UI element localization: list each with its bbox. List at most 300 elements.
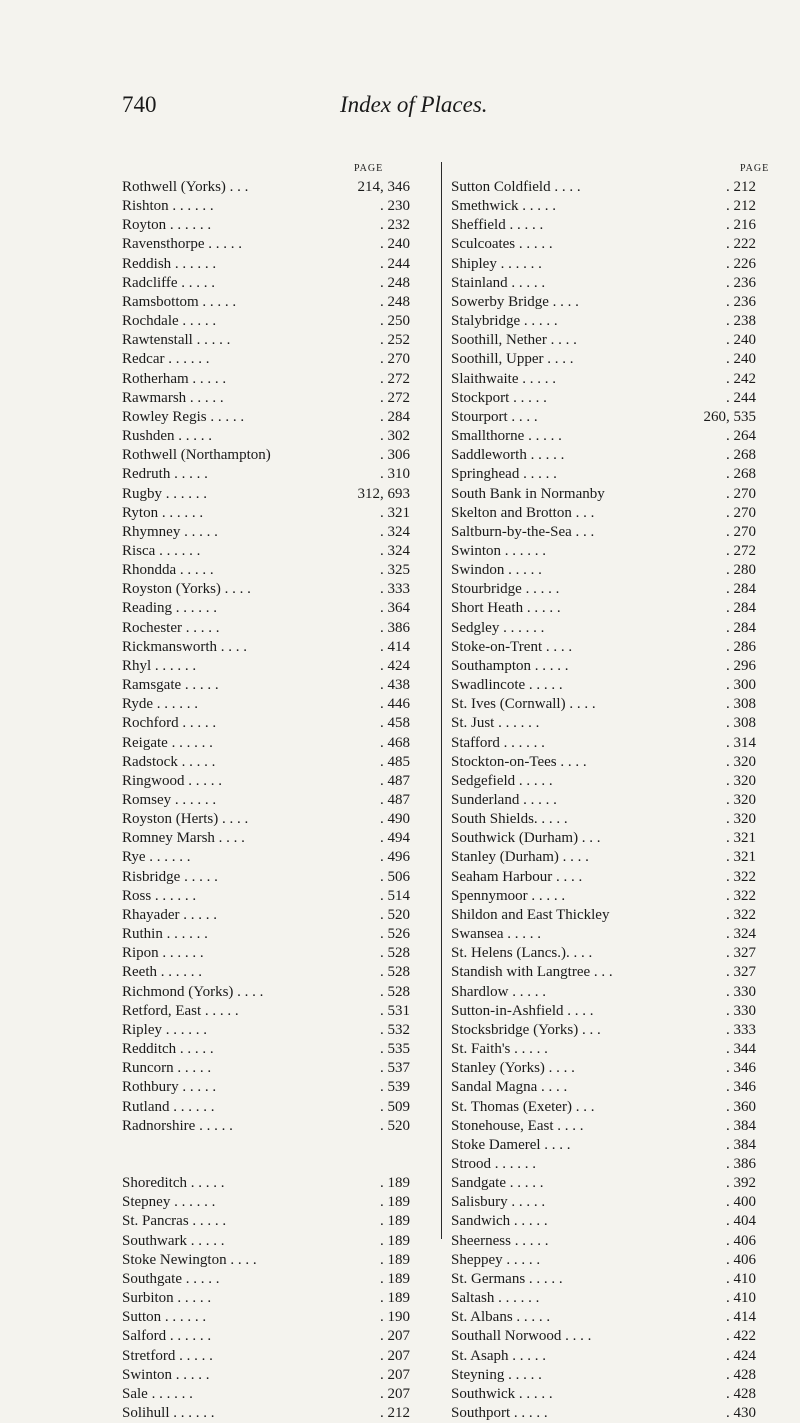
place-name: Ravensthorpe . . . . .: [122, 236, 242, 253]
right-page-column-header: PAGE: [740, 163, 770, 174]
place-name: Stafford . . . . . .: [451, 734, 545, 751]
place-name: Sheppey . . . . .: [451, 1251, 541, 1268]
page-reference: . 364: [380, 600, 410, 617]
page-reference: . 414: [380, 638, 410, 655]
place-name: Radcliffe . . . . .: [122, 274, 216, 291]
index-entry: [122, 753, 432, 772]
index-entry: [451, 293, 781, 312]
page-reference: . 532: [380, 1021, 410, 1038]
page-reference: . 330: [726, 983, 756, 1000]
place-name: Radnorshire . . . . .: [122, 1117, 233, 1134]
index-entry: [451, 638, 781, 657]
index-entry: [122, 1212, 432, 1231]
place-name: Shildon and East Thickley: [451, 906, 610, 923]
place-name: Saltburn-by-the-Sea . . .: [451, 523, 595, 540]
index-entry: [451, 906, 781, 925]
place-name: Southwark . . . . .: [122, 1232, 225, 1249]
place-name: St. Ives (Cornwall) . . . .: [451, 696, 596, 713]
page-reference: . 327: [726, 964, 756, 981]
page-reference: . 236: [726, 293, 756, 310]
index-entry: [451, 350, 781, 369]
index-entry: [122, 504, 432, 523]
page-reference: . 324: [726, 926, 756, 943]
page-reference: . 531: [380, 1002, 410, 1019]
index-entry: [122, 1270, 432, 1289]
page-reference: . 308: [726, 696, 756, 713]
page-reference: . 333: [726, 1021, 756, 1038]
place-name: Stoke-on-Trent . . . .: [451, 638, 573, 655]
index-entry: [122, 331, 432, 350]
index-entry: [122, 446, 432, 465]
page-reference: . 438: [380, 677, 410, 694]
index-entry: [122, 638, 432, 657]
index-entry: [122, 1232, 432, 1251]
page-reference: . 270: [726, 485, 756, 502]
page-reference: . 236: [726, 274, 756, 291]
page-reference: . 410: [726, 1290, 756, 1307]
index-entry: [451, 580, 781, 599]
place-name: Surbiton . . . . .: [122, 1290, 212, 1307]
left-index-column: [122, 178, 432, 1423]
place-name: Rhayader . . . . .: [122, 906, 217, 923]
page-reference: . 270: [726, 504, 756, 521]
place-name: Shardlow . . . . .: [451, 983, 546, 1000]
index-entry: [451, 389, 781, 408]
place-name: Rhyl . . . . . .: [122, 657, 197, 674]
index-entry: [451, 1366, 781, 1385]
page-reference: . 248: [380, 274, 410, 291]
place-name: Spennymoor . . . . .: [451, 887, 566, 904]
place-name: Saltash . . . . . .: [451, 1290, 540, 1307]
place-name: Ripon . . . . . .: [122, 945, 204, 962]
place-name: Rutland . . . . . .: [122, 1098, 215, 1115]
index-entry: [451, 465, 781, 484]
place-name: Sheffield . . . . .: [451, 217, 544, 234]
place-name: Shoreditch . . . . .: [122, 1175, 225, 1192]
index-entry: [122, 1385, 432, 1404]
page-reference: . 528: [380, 945, 410, 962]
page-reference: . 308: [726, 715, 756, 732]
place-name: Romsey . . . . . .: [122, 792, 217, 808]
index-entry: [451, 235, 781, 254]
place-name: Reddish . . . . . .: [122, 255, 217, 272]
place-name: Sandal Magna . . . .: [451, 1079, 568, 1096]
place-name: Ross . . . . . .: [122, 887, 197, 904]
index-entry: [451, 829, 781, 848]
place-name: Swindon . . . . .: [451, 562, 542, 579]
index-entry: [451, 599, 781, 618]
page-reference: . 189: [380, 1232, 410, 1249]
page-reference: . 386: [380, 619, 410, 636]
page-reference: . 320: [726, 753, 756, 770]
place-name: Smallthorne . . . . .: [451, 428, 562, 445]
index-entry: [451, 561, 781, 580]
place-name: Royton . . . . . .: [122, 217, 212, 234]
place-name: Retford, East . . . . .: [122, 1002, 239, 1019]
place-name: Sutton-in-Ashfield . . . .: [451, 1002, 594, 1019]
page-reference: . 324: [380, 542, 410, 559]
page-reference: . 320: [726, 772, 756, 789]
page-reference: . 207: [380, 1385, 410, 1402]
page-reference: . 325: [380, 562, 410, 579]
index-entry: [451, 1098, 781, 1117]
place-name: Rugby . . . . . .: [122, 485, 208, 502]
page-reference: . 250: [380, 313, 410, 330]
page-reference: . 264: [726, 428, 756, 445]
page-reference: . 414: [726, 1309, 756, 1326]
place-name: Stanley (Yorks) . . . .: [451, 1060, 575, 1077]
place-name: Sheerness . . . . .: [451, 1232, 549, 1249]
place-name: Risca . . . . . .: [122, 542, 201, 559]
place-name: Standish with Langtree . . .: [451, 964, 613, 981]
index-entry: [451, 542, 781, 561]
page-reference: 312, 693: [357, 485, 410, 502]
index-entry: [122, 427, 432, 446]
index-entry: [451, 178, 781, 197]
index-entry: [451, 1193, 781, 1212]
index-entry: [122, 197, 432, 216]
page-reference: . 422: [726, 1328, 756, 1345]
index-entry: [451, 1117, 781, 1136]
page-reference: . 302: [380, 428, 410, 445]
page-reference: . 230: [380, 198, 410, 215]
place-name: Sunderland . . . . .: [451, 792, 557, 808]
page-reference: . 324: [380, 523, 410, 540]
place-name: Ringwood . . . . .: [122, 772, 223, 789]
place-name: Rawtenstall . . . . .: [122, 332, 231, 349]
index-entry: [451, 983, 781, 1002]
index-entry: [451, 1078, 781, 1097]
place-name: Rothbury . . . . .: [122, 1079, 217, 1096]
index-entry: [122, 178, 432, 197]
place-name: Stonehouse, East . . . .: [451, 1117, 584, 1134]
index-entry: [451, 676, 781, 695]
place-name: Sowerby Bridge . . . .: [451, 293, 579, 310]
index-entry: [451, 1136, 781, 1155]
index-entry: [451, 523, 781, 542]
place-name: Sutton . . . . . .: [122, 1309, 207, 1326]
page-reference: . 280: [726, 562, 756, 579]
left-page-column-header: PAGE: [354, 163, 384, 174]
place-name: Sedgley . . . . . .: [451, 619, 545, 636]
place-name: Stourbridge . . . . .: [451, 581, 560, 598]
page-reference: . 284: [726, 600, 756, 617]
place-name: Rothwell (Yorks) . . .: [122, 179, 249, 195]
page-reference: . 322: [726, 906, 756, 923]
index-entry: [451, 1289, 781, 1308]
page-reference: . 535: [380, 1041, 410, 1058]
page-reference: . 428: [726, 1366, 756, 1383]
page-reference: . 333: [380, 581, 410, 598]
place-name: Slaithwaite . . . . .: [451, 370, 556, 387]
place-name: Rochester . . . . .: [122, 619, 220, 636]
index-entry: [122, 772, 432, 791]
place-name: Saddleworth . . . . .: [451, 447, 565, 464]
page-reference: . 424: [380, 657, 410, 674]
page-reference: . 189: [380, 1213, 410, 1230]
page-reference: . 244: [726, 389, 756, 406]
page-reference: . 485: [380, 753, 410, 770]
place-name: Sedgefield . . . . .: [451, 772, 553, 789]
index-entry: [451, 1059, 781, 1078]
page-reference: . 322: [726, 868, 756, 885]
page-reference: . 240: [726, 351, 756, 368]
place-name: Reeth . . . . . .: [122, 964, 202, 981]
page-reference: . 207: [380, 1328, 410, 1345]
index-entry: [122, 1098, 432, 1117]
page-reference: . 216: [726, 217, 756, 234]
page-reference: 260, 535: [703, 408, 756, 425]
index-entry: [122, 561, 432, 580]
page-reference: . 189: [380, 1175, 410, 1192]
page-reference: . 272: [726, 542, 756, 559]
index-entry: [122, 1174, 432, 1193]
place-name: Solihull . . . . . .: [122, 1405, 215, 1421]
index-entry: [122, 1251, 432, 1270]
place-name: Rishton . . . . . .: [122, 198, 214, 215]
group-spacer: [122, 1136, 432, 1155]
index-entry: [122, 695, 432, 714]
page-reference: . 284: [380, 408, 410, 425]
place-name: Royston (Yorks) . . . .: [122, 581, 251, 598]
index-entry: [451, 427, 781, 446]
place-name: St. Faith's . . . . .: [451, 1041, 548, 1058]
place-name: Stretford . . . . .: [122, 1347, 213, 1364]
index-entry: [451, 274, 781, 293]
page-reference: . 242: [726, 370, 756, 387]
page-reference: . 321: [726, 830, 756, 847]
page-reference: . 526: [380, 926, 410, 943]
page-reference: . 424: [726, 1347, 756, 1364]
index-entry: [122, 1289, 432, 1308]
index-entry: [122, 485, 432, 504]
index-entry: [122, 1117, 432, 1136]
page-reference: . 272: [380, 370, 410, 387]
index-entry: [122, 1308, 432, 1327]
place-name: South Shields. . . . .: [451, 811, 568, 828]
place-name: Rawmarsh . . . . .: [122, 389, 224, 406]
page-reference: . 310: [380, 466, 410, 483]
place-name: Ramsgate . . . . .: [122, 677, 219, 694]
index-entry: [122, 235, 432, 254]
page-reference: . 222: [726, 236, 756, 253]
index-entry: [122, 810, 432, 829]
place-name: Rhondda . . . . .: [122, 562, 214, 579]
place-name: Redditch . . . . .: [122, 1041, 214, 1058]
index-entry: [122, 983, 432, 1002]
index-entry: [122, 1078, 432, 1097]
place-name: Soothill, Upper . . . .: [451, 351, 574, 368]
index-entry: [122, 906, 432, 925]
place-name: Southall Norwood . . . .: [451, 1328, 592, 1345]
place-name: St. Just . . . . . .: [451, 715, 540, 732]
place-name: Rushden . . . . .: [122, 428, 212, 445]
page-reference: . 384: [726, 1117, 756, 1134]
index-entry: [122, 657, 432, 676]
page-reference: . 330: [726, 1002, 756, 1019]
index-entry: [122, 370, 432, 389]
place-name: Short Heath . . . . .: [451, 600, 561, 617]
page-reference: . 514: [380, 887, 410, 904]
index-entry: [451, 1385, 781, 1404]
page-reference: . 189: [380, 1270, 410, 1287]
page-reference: . 321: [380, 504, 410, 521]
page-reference: . 537: [380, 1060, 410, 1077]
index-entry: [451, 1327, 781, 1346]
index-entry: [122, 791, 432, 810]
index-entry: [122, 1366, 432, 1385]
page-reference: . 190: [380, 1309, 410, 1326]
page-reference: . 344: [726, 1041, 756, 1058]
place-name: Stourport . . . .: [451, 408, 538, 425]
place-name: Stoke Newington . . . .: [122, 1251, 257, 1268]
page-reference: . 189: [380, 1251, 410, 1268]
page-reference: . 212: [726, 179, 756, 195]
place-name: Southgate . . . . .: [122, 1270, 220, 1287]
place-name: Swansea . . . . .: [451, 926, 541, 943]
place-name: Sale . . . . . .: [122, 1385, 193, 1402]
page-reference: . 458: [380, 715, 410, 732]
page-reference: . 490: [380, 811, 410, 828]
page-reference: . 487: [380, 772, 410, 789]
index-entry: [451, 370, 781, 389]
index-entry: [122, 255, 432, 274]
place-name: Salford . . . . . .: [122, 1328, 212, 1345]
place-name: Stockton-on-Tees . . . .: [451, 753, 587, 770]
page-reference: . 268: [726, 447, 756, 464]
place-name: Sutton Coldfield . . . .: [451, 179, 581, 195]
place-name: Ripley . . . . . .: [122, 1021, 207, 1038]
page-reference: . 244: [380, 255, 410, 272]
index-entry: [451, 1174, 781, 1193]
place-name: St. Thomas (Exeter) . . .: [451, 1098, 595, 1115]
place-name: Stanley (Durham) . . . .: [451, 849, 589, 866]
page-reference: . 212: [726, 198, 756, 215]
index-entry: [122, 389, 432, 408]
place-name: Redcar . . . . . .: [122, 351, 210, 368]
place-name: Ryde . . . . . .: [122, 696, 199, 713]
place-name: Rowley Regis . . . . .: [122, 408, 245, 425]
index-entry: [451, 1155, 781, 1174]
index-entry: [451, 1040, 781, 1059]
index-entry: [451, 331, 781, 350]
place-name: Sandwich . . . . .: [451, 1213, 548, 1230]
index-entry: [451, 868, 781, 887]
place-name: St. Pancras . . . . .: [122, 1213, 227, 1230]
index-entry: [122, 580, 432, 599]
index-entry: [122, 676, 432, 695]
page-reference: . 189: [380, 1194, 410, 1211]
page-reference: . 238: [726, 313, 756, 330]
index-entry: [451, 446, 781, 465]
place-name: Radstock . . . . .: [122, 753, 216, 770]
page-reference: . 346: [726, 1060, 756, 1077]
page-reference: . 270: [380, 351, 410, 368]
index-entry: [451, 695, 781, 714]
place-name: St. Germans . . . . .: [451, 1270, 563, 1287]
index-entry: [122, 887, 432, 906]
page-reference: . 520: [380, 906, 410, 923]
place-name: Rochford . . . . .: [122, 715, 217, 732]
index-entry: [122, 293, 432, 312]
index-entry: [451, 504, 781, 523]
page-reference: . 487: [380, 792, 410, 808]
page-reference: . 410: [726, 1270, 756, 1287]
place-name: Royston (Herts) . . . .: [122, 811, 249, 828]
running-title: Index of Places.: [340, 92, 488, 117]
page-reference: . 400: [726, 1194, 756, 1211]
index-entry: [122, 1193, 432, 1212]
index-entry: [122, 925, 432, 944]
place-name: Salisbury . . . . .: [451, 1194, 546, 1211]
index-entry: [451, 657, 781, 676]
place-name: Southwick . . . . .: [451, 1385, 553, 1402]
place-name: Skelton and Brotton . . .: [451, 504, 595, 521]
page-reference: . 300: [726, 677, 756, 694]
index-entry: [451, 312, 781, 331]
place-name: Richmond (Yorks) . . . .: [122, 983, 264, 1000]
place-name: St. Albans . . . . .: [451, 1309, 551, 1326]
page-reference: . 321: [726, 849, 756, 866]
index-entry: [451, 791, 781, 810]
page-reference: . 430: [726, 1405, 756, 1421]
index-entry: [451, 1021, 781, 1040]
index-entry: [451, 810, 781, 829]
page-reference: 214, 346: [357, 179, 410, 195]
place-name: Rotherham . . . . .: [122, 370, 227, 387]
place-name: Rochdale . . . . .: [122, 313, 217, 330]
place-name: Swinton . . . . .: [122, 1366, 210, 1383]
index-entry: [451, 1270, 781, 1289]
place-name: Romney Marsh . . . .: [122, 830, 245, 847]
index-entry: [451, 485, 781, 504]
place-name: Risbridge . . . . .: [122, 868, 218, 885]
page-reference: . 392: [726, 1175, 756, 1192]
index-entry: [122, 848, 432, 867]
page-reference: . 226: [726, 255, 756, 272]
page-reference: . 520: [380, 1117, 410, 1134]
page-reference: . 240: [380, 236, 410, 253]
place-name: Sandgate . . . . .: [451, 1175, 544, 1192]
index-entry: [122, 1404, 432, 1423]
place-name: St. Asaph . . . . .: [451, 1347, 547, 1364]
index-entry: [122, 274, 432, 293]
place-name: Stocksbridge (Yorks) . . .: [451, 1021, 601, 1038]
place-name: Reigate . . . . . .: [122, 734, 213, 751]
place-name: Reading . . . . . .: [122, 600, 217, 617]
index-entry: [122, 1059, 432, 1078]
place-name: Springhead . . . . .: [451, 466, 557, 483]
place-name: South Bank in Normanby: [451, 485, 605, 502]
page-reference: . 360: [726, 1098, 756, 1115]
page-reference: . 428: [726, 1385, 756, 1402]
page-reference: . 296: [726, 657, 756, 674]
page-reference: . 232: [380, 217, 410, 234]
place-name: Rye . . . . . .: [122, 849, 191, 866]
index-entry: [122, 619, 432, 638]
page-reference: . 212: [380, 1405, 410, 1421]
index-entry: [122, 963, 432, 982]
page-reference: . 539: [380, 1079, 410, 1096]
index-entry: [451, 1251, 781, 1270]
page-reference: . 320: [726, 811, 756, 828]
index-entry: [122, 1040, 432, 1059]
page-reference: . 320: [726, 792, 756, 808]
place-name: Southampton . . . . .: [451, 657, 569, 674]
index-entry: [122, 599, 432, 618]
column-divider: [441, 162, 442, 1239]
page-header: [0, 92, 800, 132]
